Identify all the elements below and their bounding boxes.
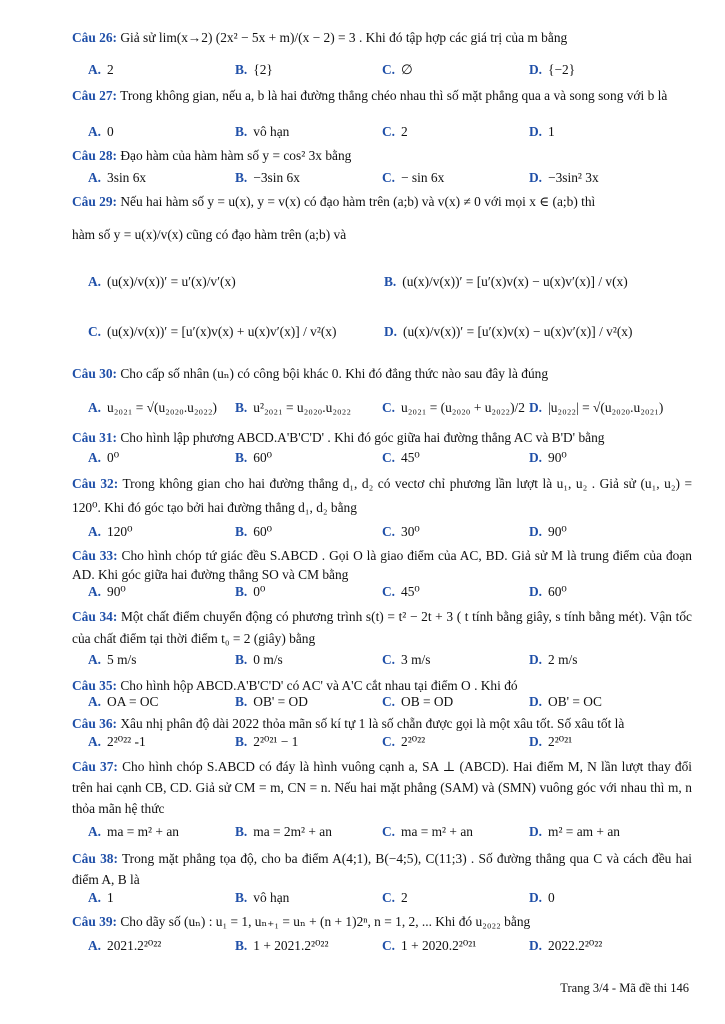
question-stem: Giả sử lim(x→2) (2x² − 5x + m)/(x − 2) = 3 . Khi đó tập hợp các giá trị của m bằng [120, 30, 568, 45]
question-stem: Trong mặt phẳng tọa độ, cho ba điểm A(4;1), B(−4;5), C(11;3) . Số đường thẳng qua C và cách đều hai điểm A, B là [72, 851, 692, 887]
options-39 [88, 936, 688, 956]
option-c[interactable]: C. − sin 6x [382, 170, 445, 185]
option-c[interactable]: C. 2²⁰²² [382, 734, 426, 749]
question-stem: Cho cấp số nhân (uₙ) có công bội khác 0. Khi đó đẳng thức nào sau đây là đúng [120, 366, 549, 381]
option-b[interactable]: B. {2} [235, 62, 273, 77]
options-28 [88, 168, 688, 188]
option-c[interactable]: C. 30⁰ [382, 524, 420, 539]
question-stem: Nếu hai hàm số y = u(x), y = v(x) có đạo hàm trên (a;b) và v(x) ≠ 0 với mọi x ∈ (a;b) thì [120, 194, 596, 209]
option-a[interactable]: A. 90⁰ [88, 584, 126, 599]
question-34 [72, 606, 692, 650]
options-36 [88, 732, 688, 752]
option-d[interactable]: D. 90⁰ [529, 450, 567, 465]
option-a[interactable]: A. 1 [88, 890, 114, 905]
options-31 [88, 448, 688, 468]
question-label: Câu 28: [72, 148, 118, 163]
options-29-row2 [88, 322, 688, 342]
option-a[interactable]: A. 3sin 6x [88, 170, 147, 185]
question-30 [72, 364, 692, 383]
option-b[interactable]: B. 0⁰ [235, 584, 266, 599]
question-38 [72, 848, 692, 890]
question-31 [72, 428, 692, 447]
option-a[interactable]: A. OA = OC [88, 694, 159, 709]
question-stem: Cho dãy số (uₙ) : u₁ = 1, uₙ₊₁ = uₙ + (n + 1)2ⁿ, n = 1, 2, ... Khi đó u₂₀₂₂ bằng [120, 914, 531, 929]
option-c[interactable]: C. ma = m² + an [382, 824, 473, 839]
option-b[interactable]: B. −3sin 6x [235, 170, 300, 185]
option-d[interactable]: D. (u(x)/v(x))′ = [u′(x)v(x) − u(x)v′(x)] / v²(x) [384, 324, 633, 339]
question-label: Câu 39: [72, 914, 118, 929]
question-29 [72, 192, 692, 211]
option-c[interactable]: C. (u(x)/v(x))′ = [u′(x)v(x) + u(x)v′(x)] / v²(x) [88, 324, 337, 339]
options-32 [88, 522, 688, 542]
question-stem: Xâu nhị phân độ dài 2022 thỏa mãn số kí tự 1 là số chẵn được gọi là một xâu tốt. Số xâu tốt là [120, 716, 625, 731]
option-a[interactable]: A. u₂₀₂₁ = √(u₂₀₂₀.u₂₀₂₂) [88, 400, 218, 415]
options-38 [88, 888, 688, 908]
question-33 [72, 546, 692, 584]
option-a[interactable]: A. 2 [88, 62, 114, 77]
option-d[interactable]: D. 0 [529, 890, 555, 905]
option-b[interactable]: B. ma = 2m² + an [235, 824, 332, 839]
question-stem: Trong không gian, nếu a, b là hai đường thẳng chéo nhau thì số mặt phẳng qua a và song song với b là [120, 88, 668, 103]
option-c[interactable]: C. 45⁰ [382, 584, 420, 599]
option-b[interactable]: B. OB' = OD [235, 694, 308, 709]
question-label: Câu 32: [72, 476, 119, 491]
question-stem: Cho hình chóp S.ABCD có đáy là hình vuông cạnh a, SA ⊥ (ABCD). Hai điểm M, N lần lượt thay đổi trên hai cạnh CB, CD. Giả sử CM = m, CN = n. Nếu hai mặt phẳng (SAM) và (SMN) vuông góc với nhau thì m, n thỏa mãn hệ thức [72, 759, 692, 816]
question-28 [72, 146, 692, 165]
question-label: Câu 38: [72, 851, 118, 866]
option-c[interactable]: C. 1 + 2020.2²⁰²¹ [382, 938, 477, 953]
option-a[interactable]: A. 2021.2²⁰²² [88, 938, 162, 953]
option-a[interactable]: A. 5 m/s [88, 652, 137, 667]
option-b[interactable]: B. vô hạn [235, 890, 290, 905]
option-a[interactable]: A. 0 [88, 124, 114, 139]
option-a[interactable]: A. 120⁰ [88, 524, 133, 539]
option-d[interactable]: D. OB' = OC [529, 694, 602, 709]
options-27 [88, 122, 688, 142]
option-b[interactable]: B. vô hạn [235, 124, 290, 139]
question-label: Câu 37: [72, 759, 118, 774]
option-c[interactable]: C. 45⁰ [382, 450, 420, 465]
question-stem: Cho hình lập phương ABCD.A'B'C'D' . Khi đó góc giữa hai đường thẳng AC và B'D' bằng [120, 430, 605, 445]
options-35 [88, 692, 688, 712]
question-label: Câu 29: [72, 194, 118, 209]
option-d[interactable]: D. |u₂₀₂₂| = √(u₂₀₂₀.u₂₀₂₁) [529, 400, 664, 415]
option-c[interactable]: C. ∅ [382, 62, 413, 77]
question-label: Câu 36: [72, 716, 118, 731]
question-label: Câu 27: [72, 88, 118, 103]
options-33 [88, 582, 688, 602]
option-a[interactable]: A. 2²⁰²² -1 [88, 734, 146, 749]
option-d[interactable]: D. 60⁰ [529, 584, 567, 599]
option-c[interactable]: C. 3 m/s [382, 652, 431, 667]
option-c[interactable]: C. OB = OD [382, 694, 454, 709]
question-label: Câu 31: [72, 430, 118, 445]
option-c[interactable]: C. 2 [382, 890, 408, 905]
option-d[interactable]: D. 90⁰ [529, 524, 567, 539]
option-d[interactable]: D. 1 [529, 124, 555, 139]
options-34 [88, 650, 688, 670]
option-d[interactable]: D. 2022.2²⁰²² [529, 938, 603, 953]
options-29-row1 [88, 272, 688, 292]
question-stem: Đạo hàm của hàm hàm số y = cos² 3x bằng [120, 148, 352, 163]
option-d[interactable]: D. 2 m/s [529, 652, 578, 667]
question-label: Câu 30: [72, 366, 118, 381]
options-26 [88, 60, 688, 80]
option-d[interactable]: D. −3sin² 3x [529, 170, 599, 185]
option-c[interactable]: C. u₂₀₂₁ = (u₂₀₂₀ + u₂₀₂₂)/2 [382, 400, 525, 415]
option-d[interactable]: D. {−2} [529, 62, 576, 77]
option-b[interactable]: B. (u(x)/v(x))′ = [u′(x)v(x) − u(x)v′(x)] / v(x) [384, 274, 628, 289]
question-label: Câu 35: [72, 678, 118, 693]
question-39 [72, 912, 692, 931]
question-37 [72, 756, 692, 819]
options-30 [88, 398, 688, 418]
question-27 [72, 86, 692, 105]
page-footer: Trang 3/4 - Mã đề thi 146 [560, 981, 689, 995]
question-stem: Một chất điểm chuyển động có phương trình s(t) = t² − 2t + 3 ( t tính bằng giây, s tính bằng mét). Vận tốc của chất điểm tại thời điểm t₀ = 2 (giây) bằng [72, 609, 692, 646]
question-32 [72, 472, 692, 520]
option-a[interactable]: A. ma = m² + an [88, 824, 179, 839]
option-b[interactable]: B. 60⁰ [235, 450, 273, 465]
option-d[interactable]: D. 2²⁰²¹ [529, 734, 573, 749]
question-stem: Cho hình chóp tứ giác đều S.ABCD . Gọi O là giao điểm của AC, BD. Giả sử M là trung điểm của đoạn AD. Khi góc giữa hai đường thẳng SO và CM bằng [72, 548, 692, 582]
option-a[interactable]: A. (u(x)/v(x))′ = u′(x)/v′(x) [88, 274, 236, 289]
options-37 [88, 822, 688, 842]
option-b[interactable]: B. 60⁰ [235, 524, 273, 539]
question-label: Câu 34: [72, 609, 118, 624]
option-a[interactable]: A. 0⁰ [88, 450, 120, 465]
option-b[interactable]: B. 2²⁰²¹ − 1 [235, 734, 299, 749]
question-label: Câu 26: [72, 30, 118, 45]
question-26 [72, 28, 692, 47]
option-b[interactable]: B. u²₂₀₂₁ = u₂₀₂₀.u₂₀₂₂ [235, 400, 351, 415]
question-stem: Cho hình hộp ABCD.A'B'C'D' có AC' và A'C cắt nhau tại điểm O . Khi đó [120, 678, 518, 693]
option-c[interactable]: C. 2 [382, 124, 408, 139]
question-label: Câu 33: [72, 548, 118, 563]
question-stem: Trong không gian cho hai đường thẳng d₁, d₂ có vectơ chỉ phương lần lượt là u₁, u₂ . Giả sử (u₁, u₂) = 120⁰. Khi đó góc tạo bởi hai đường thẳng d₁, d₂ bằng [72, 476, 693, 515]
question-36 [72, 714, 692, 733]
option-b[interactable]: B. 1 + 2021.2²⁰²² [235, 938, 329, 953]
question-29-stem-continued: hàm số y = u(x)/v(x) cũng có đạo hàm trên (a;b) và [72, 227, 347, 242]
option-b[interactable]: B. 0 m/s [235, 652, 283, 667]
option-d[interactable]: D. m² = am + an [529, 824, 620, 839]
